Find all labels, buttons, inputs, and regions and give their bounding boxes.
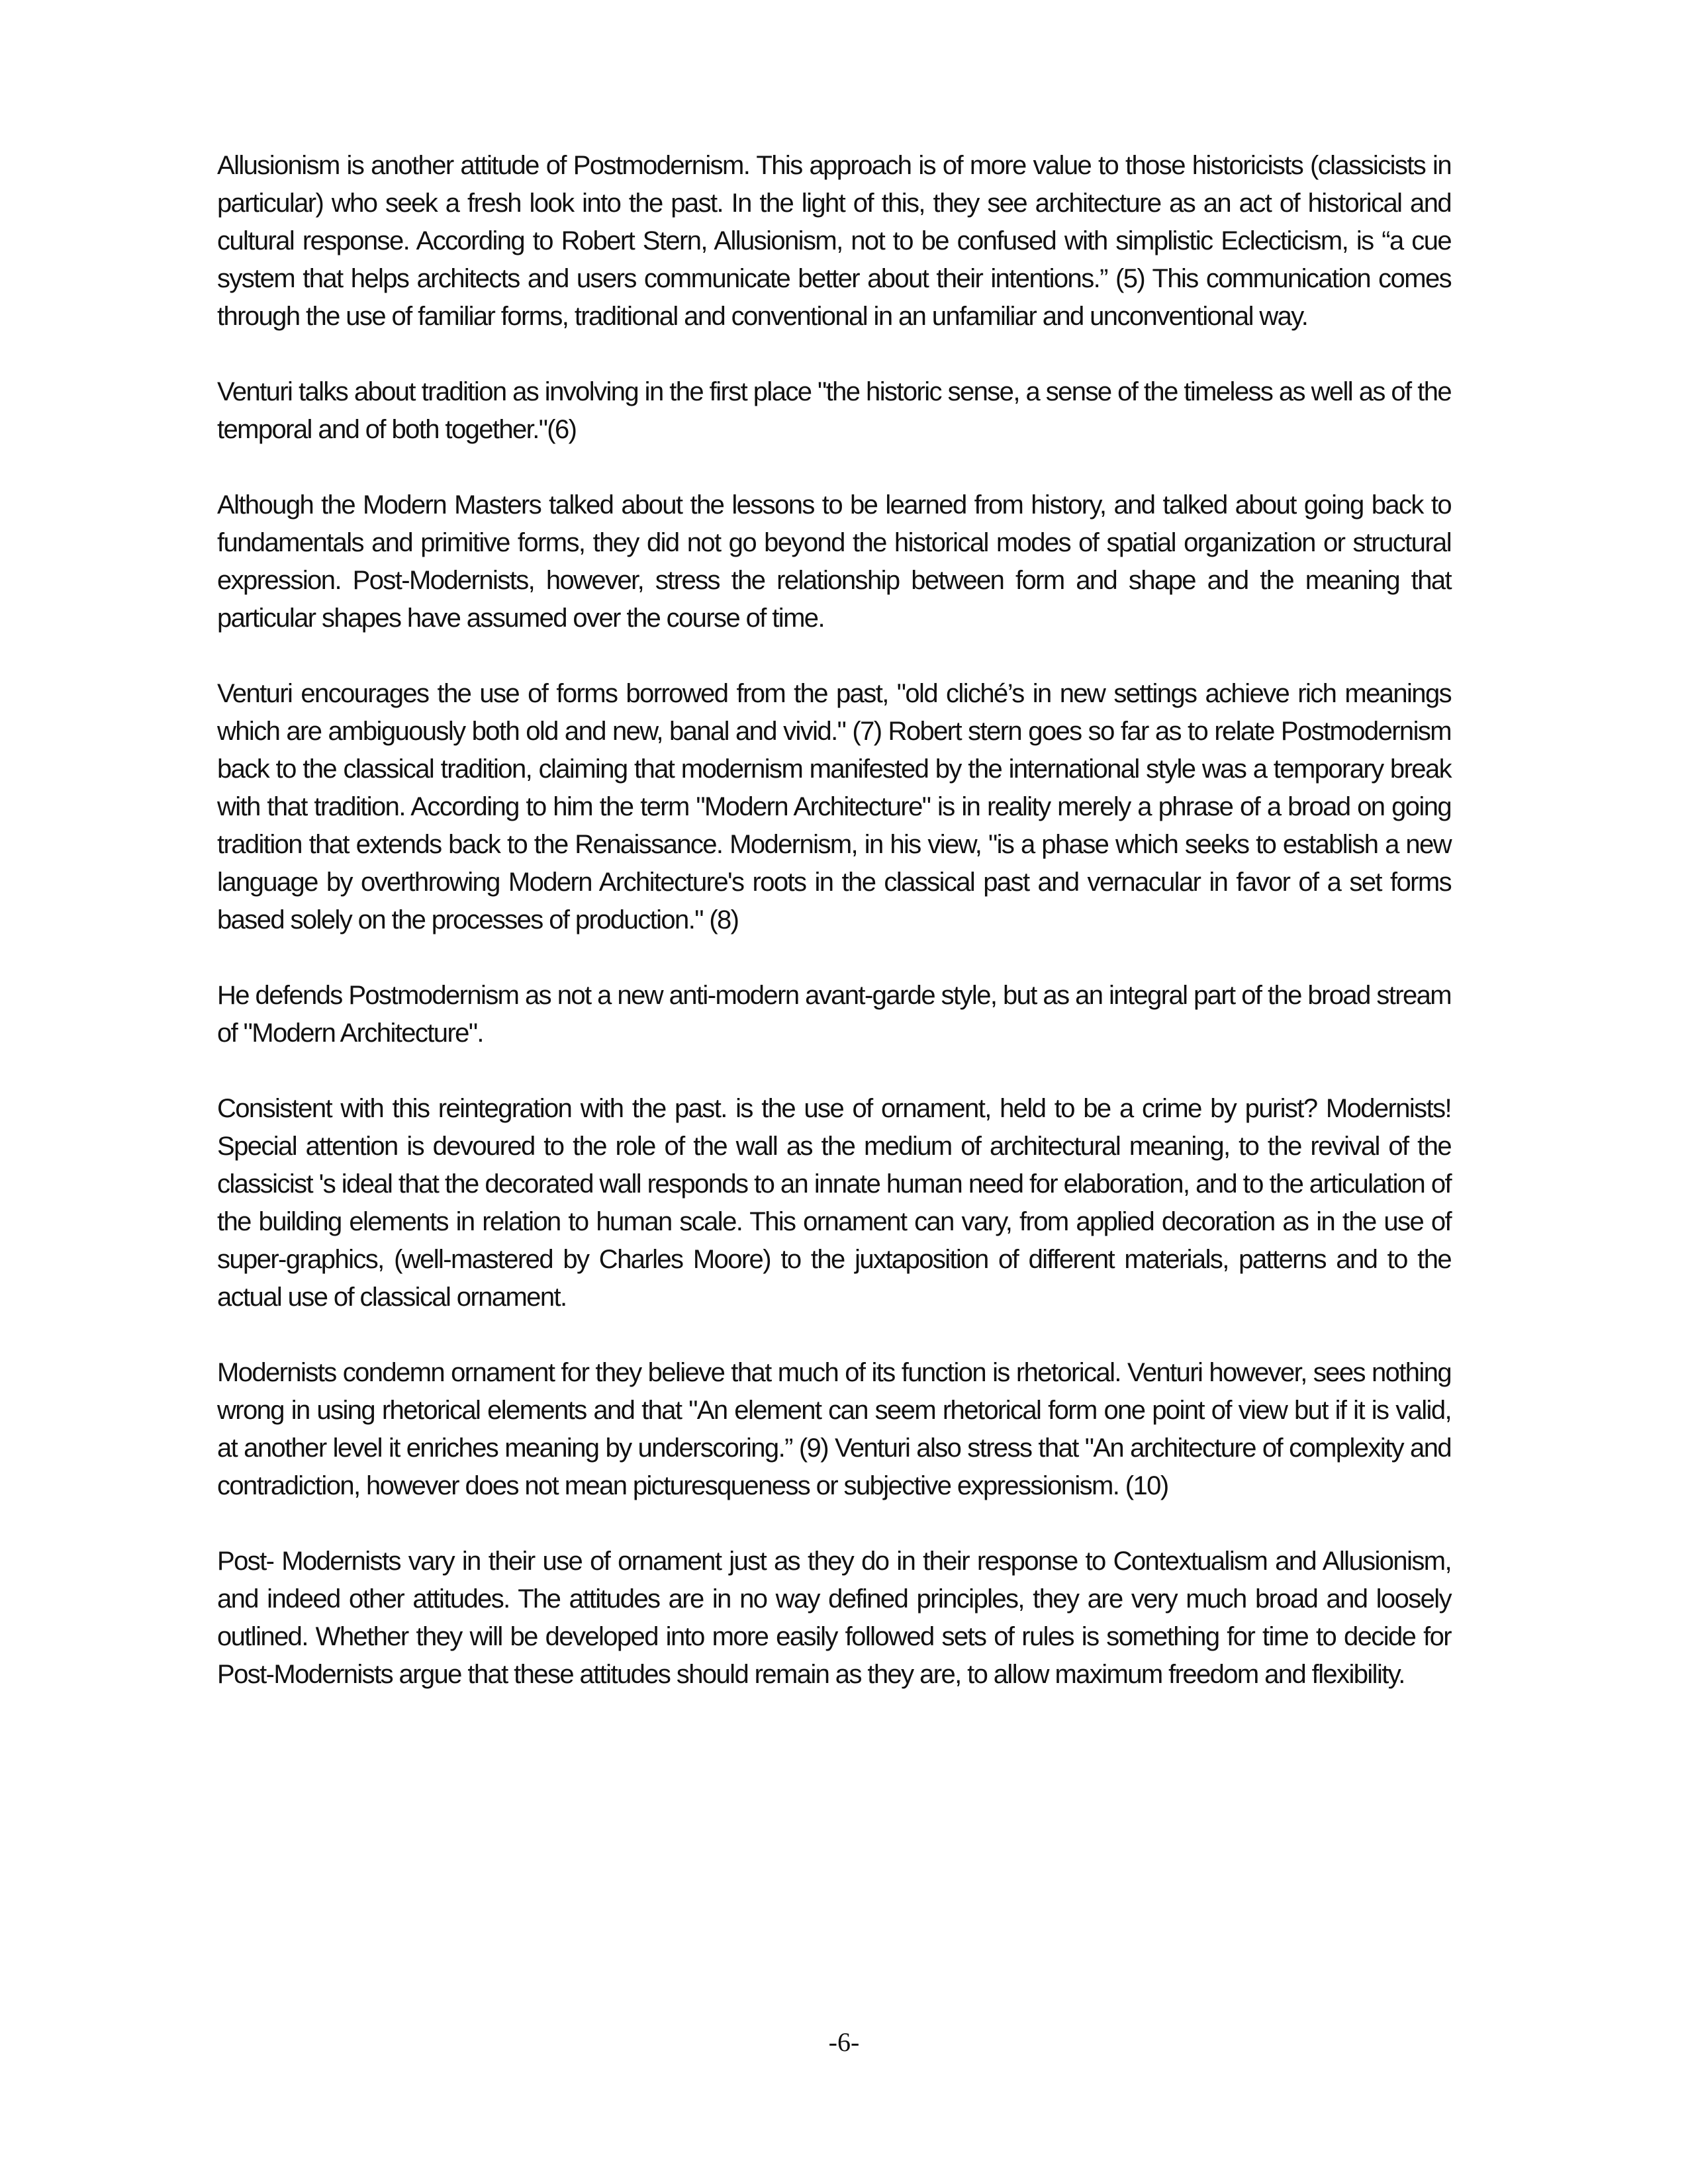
- paragraph-defends-postmodernism: He defends Postmodernism as not a new anti-modern avant-garde style, but as an integral part of the broad stream of "Modern Architecture".: [217, 981, 1451, 1048]
- paragraph-venturi-tradition: Venturi talks about tradition as involving in the first place "the historic sense, a sense of the timeless as well as of the temporal and of both together."(6): [217, 377, 1451, 444]
- paragraph-ornament-reintegration: Consistent with this reintegration with the past. is the use of ornament, held to be a crime by purist? Modernists! Special attention is devoured to the role of the wall as the medium of architectural meaning, to the revival of the classicist 's ideal that the decorated wall responds to an innate human need for elaboration, and to the articulation of the building elements in relation to human scale. This ornament can vary, from applied decoration as in the use of super-graphics, (well-mastered by Charles Moore) to the juxtaposition of different materials, patterns and to the actual use of classical ornament.: [217, 1094, 1451, 1312]
- paragraph-post-modernists-vary: Post- Modernists vary in their use of ornament just as they do in their response to Contextualism and Allusionism, and indeed other attitudes. The attitudes are in no way defined principles, they are very much broad and loosely outlined. Whether they will be developed into more easily followed sets of rules is something for time to decide for Post-Modernists argue that these attitudes should remain as they are, to allow maximum freedom and flexibility.: [217, 1547, 1451, 1689]
- paragraph-modernists-condemn: Modernists condemn ornament for they believe that much of its function is rhetorical. Venturi however, sees nothing wrong in using rhetorical elements and that "An element can seem rhetorical form one point of view but if it is valid, at another level it enriches meaning by underscoring.” (9) Venturi also stress that "An architecture of complexity and contradiction, however does not mean picturesqueness or subjective expressionism. (10): [217, 1358, 1451, 1500]
- paragraph-allusionism: Allusionism is another attitude of Postmodernism. This approach is of more value to those historicists (classicists in particular) who seek a fresh look into the past. In the light of this, they see architecture as an act of historical and cultural response. According to Robert Stern, Allusionism, not to be confused with simplistic Eclecticism, is “a cue system that helps architects and users communicate better about their intentions.” (5) This communication comes through the use of familiar forms, traditional and conventional in an unfamiliar and unconventional way.: [217, 151, 1451, 331]
- page-number: -6-: [828, 2027, 860, 2057]
- paragraph-venturi-forms: Venturi encourages the use of forms borrowed from the past, "old cliché’s in new settings achieve rich meanings which are ambiguously both old and new, banal and vivid." (7) Robert stern goes so far as to relate Postmodernism back to the classical tradition, claiming that modernism manifested by the international style was a temporary break with that tradition. According to him the term "Modern Architecture" is in reality merely a phrase of a broad on going tradition that extends back to the Renaissance. Modernism, in his view, "is a phase which seeks to establish a new language by overthrowing Modern Architecture's roots in the classical past and vernacular in favor of a set forms based solely on the processes of production." (8): [217, 679, 1451, 934]
- paragraph-modern-masters: Although the Modern Masters talked about the lessons to be learned from history, and talked about going back to fundamentals and primitive forms, they did not go beyond the historical modes of spatial organization or structural expression. Post-Modernists, however, stress the relationship between form and shape and the meaning that particular shapes have assumed over the course of time.: [217, 490, 1451, 633]
- body-text: [217, 147, 1451, 1694]
